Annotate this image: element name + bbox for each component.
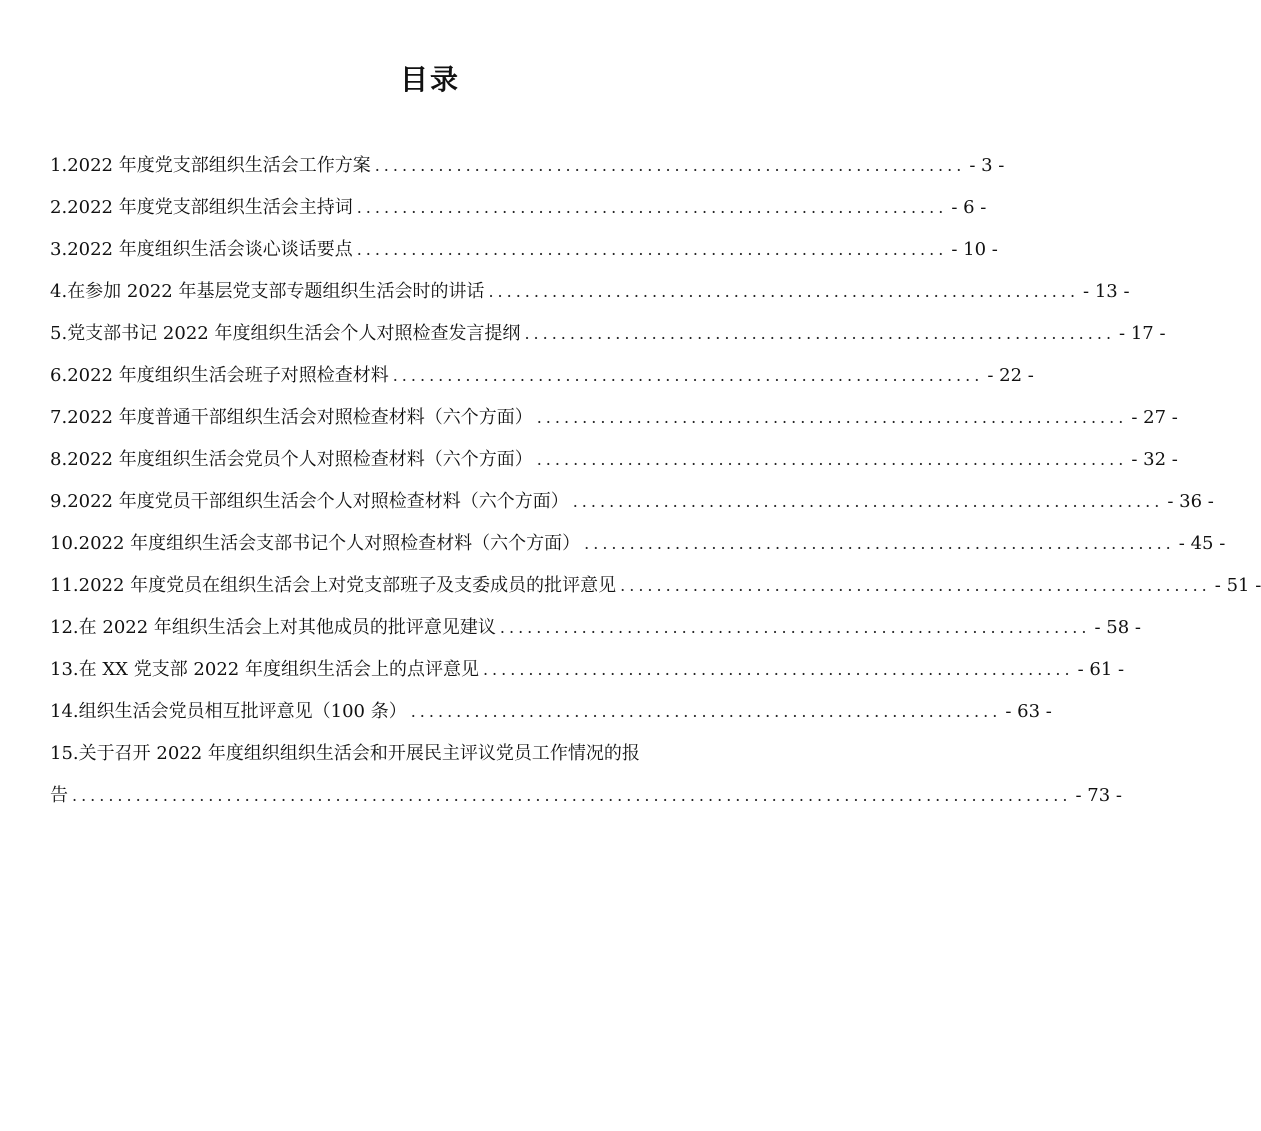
toc-page-number: - 22 - (987, 365, 1034, 386)
toc-entry-1[interactable] (50, 145, 1005, 187)
dot-leader: ................................................................. (482, 660, 1074, 679)
toc-entry-3[interactable] (50, 229, 998, 271)
toc-page-number: - 32 - (1131, 449, 1178, 470)
toc-entry-title: 10.2022 年度组织生活会支部书记个人对照检查材料（六个方面） (50, 533, 581, 554)
toc-entry-15[interactable] (50, 733, 1122, 817)
toc-entry-title-line2: 告 (50, 785, 68, 806)
page-title: 目录 (399, 63, 460, 96)
toc-entry-title: 6.2022 年度组织生活会班子对照检查材料 (50, 365, 389, 386)
dot-leader: ................................................................. (536, 408, 1128, 427)
toc-entry-11[interactable] (50, 565, 1261, 607)
toc-page-number: - 73 - (1075, 785, 1122, 806)
toc-page-number: - 27 - (1131, 407, 1178, 428)
toc-entry-13[interactable] (50, 649, 1125, 691)
toc-entry-title: 8.2022 年度组织生活会党员个人对照检查材料（六个方面） (50, 449, 533, 470)
dot-leader: ................................................................. (584, 534, 1175, 553)
toc-entry-title: 11.2022 年度党员在组织生活会上对党支部班子及支委成员的批评意见 (50, 575, 617, 596)
toc-entry-title: 1.2022 年度党支部组织生活会工作方案 (50, 155, 371, 176)
dot-leader: ................................................................. (524, 324, 1116, 343)
toc-entry-title: 13.在 XX 党支部 2022 年度组织生活会上的点评意见 (50, 659, 479, 680)
toc-page-number: - 13 - (1083, 281, 1130, 302)
toc-page-number: - 58 - (1094, 617, 1141, 638)
toc-entry-title: 3.2022 年度组织生活会谈心谈话要点 (50, 239, 353, 260)
dot-leader: ................................................................. (488, 282, 1080, 301)
toc-page-number: - 6 - (951, 197, 987, 218)
toc-entry-title: 9.2022 年度党员干部组织生活会个人对照检查材料（六个方面） (50, 491, 569, 512)
toc-page-number: - 63 - (1005, 701, 1052, 722)
toc-page-number: - 45 - (1178, 533, 1226, 554)
toc-page-number: - 36 - (1167, 491, 1214, 512)
toc-entry-9[interactable] (50, 481, 1214, 523)
toc-entry-5[interactable] (50, 313, 1166, 355)
dot-leader: ................................................................. (572, 492, 1164, 511)
toc-page-number: - 10 - (951, 239, 998, 260)
toc-entry-7[interactable] (50, 397, 1178, 439)
toc-entry-title: 14.组织生活会党员相互批评意见（100 条） (50, 701, 407, 722)
toc-entry-title: 2.2022 年度党支部组织生活会主持词 (50, 197, 353, 218)
dot-leader: ................................................................. (620, 576, 1211, 595)
dot-leader: ................................................................. (499, 618, 1091, 637)
toc-entry-title: 4.在参加 2022 年基层党支部专题组织生活会时的讲话 (50, 281, 485, 302)
toc-page-number: - 3 - (969, 155, 1005, 176)
toc-entry-4[interactable] (50, 271, 1130, 313)
toc-entry-2[interactable] (50, 187, 987, 229)
table-of-contents (50, 145, 1261, 817)
dot-leader: .............................................................................................................. (72, 786, 1072, 805)
toc-page-number: - 51 - (1214, 575, 1261, 596)
toc-entry-14[interactable] (50, 691, 1052, 733)
toc-entry-title: 5.党支部书记 2022 年度组织生活会个人对照检查发言提纲 (50, 323, 521, 344)
toc-entry-10[interactable] (50, 523, 1226, 565)
dot-leader: ................................................................. (392, 366, 984, 385)
toc-page-number: - 61 - (1077, 659, 1125, 680)
toc-entry-8[interactable] (50, 439, 1178, 481)
dot-leader: ................................................................. (374, 156, 966, 175)
dot-leader: ................................................................. (410, 702, 1002, 721)
dot-leader: ................................................................. (536, 450, 1128, 469)
dot-leader: ................................................................. (356, 240, 948, 259)
toc-entry-title-line1: 15.关于召开 2022 年度组织组织生活会和开展民主评议党员工作情况的报 (50, 743, 640, 764)
dot-leader: ................................................................. (356, 198, 948, 217)
toc-entry-12[interactable] (50, 607, 1141, 649)
toc-page-number: - 17 - (1119, 323, 1166, 344)
toc-entry-title: 12.在 2022 年组织生活会上对其他成员的批评意见建议 (50, 617, 496, 638)
toc-entry-6[interactable] (50, 355, 1034, 397)
toc-entry-title: 7.2022 年度普通干部组织生活会对照检查材料（六个方面） (50, 407, 533, 428)
